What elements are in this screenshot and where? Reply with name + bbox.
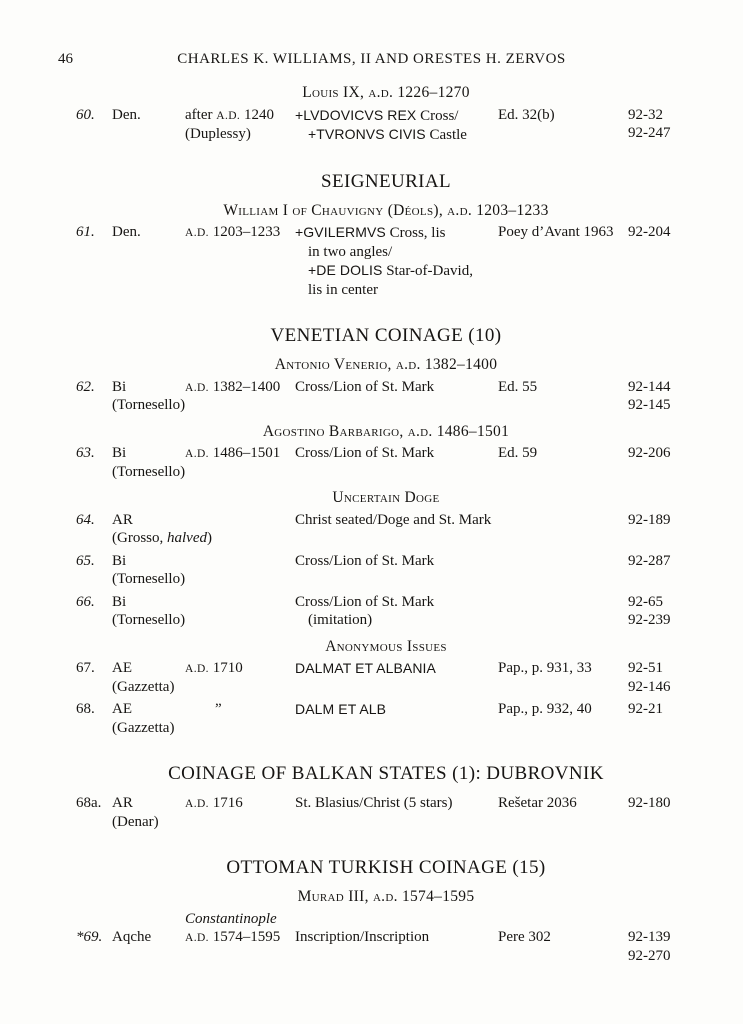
catalog-number-cell xyxy=(72,700,112,737)
issuer-subheading: William I of Chauvigny (Déols), a.d. 1203–1233 xyxy=(223,201,549,219)
text-line xyxy=(185,794,295,814)
text-segment: (Gazzetta) xyxy=(112,678,175,695)
catalog-number: 62. xyxy=(76,378,95,395)
denomination-cell xyxy=(112,378,185,415)
denomination-cell xyxy=(112,444,185,481)
date-cell xyxy=(185,593,295,630)
text-line xyxy=(498,444,628,463)
reference-cell xyxy=(498,794,628,831)
text-segment: Cross, lis xyxy=(385,225,446,241)
text-line xyxy=(295,444,498,463)
text-segment: lis in center xyxy=(308,281,378,298)
reference-cell xyxy=(498,593,628,630)
text-line xyxy=(295,611,498,630)
text-segment: Christ seated/Doge and St. Mark xyxy=(295,511,492,528)
text-line xyxy=(295,700,498,720)
text-segment: in two angles/ xyxy=(308,243,393,260)
text-line xyxy=(628,794,700,813)
text-line xyxy=(295,106,498,126)
issuer-subheading: Uncertain Doge xyxy=(332,489,440,506)
text-line xyxy=(185,106,295,126)
catalog-number: 64. xyxy=(76,511,95,528)
catalog-row xyxy=(72,794,700,831)
denomination-cell xyxy=(112,552,185,589)
text-segment: A.D. xyxy=(185,798,209,810)
text-segment: Ed. 32(b) xyxy=(498,106,555,123)
text-segment: 1574–1595 xyxy=(208,929,281,945)
text-line xyxy=(628,611,700,630)
text-segment: halved xyxy=(167,530,207,546)
text-line xyxy=(295,223,498,243)
description-cell xyxy=(295,552,498,589)
reference-cell xyxy=(498,552,628,589)
inventory-cell xyxy=(628,106,700,145)
date-cell xyxy=(185,552,295,589)
text-segment: 92-144 xyxy=(628,378,671,395)
reference-cell xyxy=(498,511,628,548)
text-segment: 92-206 xyxy=(628,445,671,461)
denomination-cell xyxy=(112,511,212,548)
text-line xyxy=(112,378,185,397)
text-line xyxy=(628,700,700,719)
catalog-number-cell xyxy=(72,552,112,589)
text-line xyxy=(112,719,185,738)
text-line xyxy=(295,243,498,262)
text-line xyxy=(295,511,498,530)
inventory-cell xyxy=(628,910,700,966)
text-segment: 92-189 xyxy=(628,511,671,528)
date-cell xyxy=(185,910,295,966)
text-segment: (Tornesello) xyxy=(112,571,186,587)
text-line xyxy=(628,378,700,397)
description-cell xyxy=(295,700,498,737)
text-segment: Cross/Lion of St. Mark xyxy=(295,445,435,461)
text-segment: 92-32 xyxy=(628,106,663,123)
catalog-number-cell xyxy=(72,378,112,415)
text-line xyxy=(628,444,700,463)
text-line xyxy=(628,124,700,143)
text-segment: (Tornesello) xyxy=(112,612,186,628)
denomination-cell xyxy=(112,700,185,737)
text-segment: Rešetar 2036 xyxy=(498,795,577,811)
text-segment: Pap., p. 932, 40 xyxy=(498,701,592,717)
text-line xyxy=(498,106,628,125)
text-segment: 1716 xyxy=(208,795,243,811)
text-segment: AE xyxy=(112,660,132,676)
text-segment: 92-139 xyxy=(628,929,671,945)
text-line xyxy=(498,378,628,397)
catalog-row xyxy=(72,910,700,966)
denomination-cell xyxy=(112,106,185,145)
text-segment: A.D. xyxy=(185,932,209,944)
text-segment: 92-180 xyxy=(628,795,671,811)
text-segment: (imitation) xyxy=(308,612,373,628)
reference-cell xyxy=(498,378,628,415)
catalog-row xyxy=(72,552,700,589)
running-head: CHARLES K. WILLIAMS, II AND ORESTES H. ZERVOS xyxy=(177,51,566,67)
catalog-row xyxy=(72,700,700,737)
text-line xyxy=(628,511,700,530)
text-line xyxy=(628,106,700,125)
text-line xyxy=(295,378,498,397)
coin-legend-text: DALMAT ET ALBANIA xyxy=(295,660,436,676)
text-segment: Star-of-David, xyxy=(382,263,473,279)
denomination-cell xyxy=(112,593,185,630)
text-segment: 1710 xyxy=(208,660,243,676)
catalog-number-cell xyxy=(72,106,112,145)
inventory-cell xyxy=(628,378,700,415)
section-heading: VENETIAN COINAGE (10) xyxy=(270,325,502,346)
text-line xyxy=(628,593,700,612)
catalog-row xyxy=(72,378,700,415)
denomination-cell xyxy=(112,910,185,966)
catalog-number: 68a. xyxy=(76,795,102,811)
text-segment: AR xyxy=(112,795,133,811)
date-cell xyxy=(185,511,295,548)
text-line xyxy=(628,396,700,415)
text-segment: Den. xyxy=(112,224,141,240)
denomination-cell xyxy=(112,794,185,831)
text-line xyxy=(112,463,185,482)
description-cell xyxy=(295,378,498,415)
text-segment: Poey d’Avant 1963 xyxy=(498,224,614,240)
text-line xyxy=(112,659,185,678)
text-segment: Cross/Lion of St. Mark xyxy=(295,378,435,395)
text-line xyxy=(185,928,295,948)
text-line xyxy=(498,700,628,719)
text-segment: 1486–1501 xyxy=(208,445,281,461)
section-heading: OTTOMAN TURKISH COINAGE (15) xyxy=(226,857,546,878)
text-segment: (Tornesello) xyxy=(112,463,186,480)
text-segment: Bi xyxy=(112,445,127,461)
coin-legend-text: +LVDOVICVS REX xyxy=(295,106,417,123)
catalog-number: *69. xyxy=(76,929,103,945)
inventory-cell xyxy=(628,223,700,299)
reference-cell xyxy=(498,659,628,696)
text-segment: 92-287 xyxy=(628,552,671,569)
inventory-cell xyxy=(628,794,700,831)
description-cell xyxy=(295,223,498,299)
text-line xyxy=(112,106,185,125)
date-cell xyxy=(185,659,295,696)
issuer-subheading: Agostino Barbarigo, a.d. 1486–1501 xyxy=(262,422,510,440)
catalog-row xyxy=(72,593,700,630)
coin-legend-text: +TVRONVS CIVIS xyxy=(308,126,426,142)
coin-legend-text: DALM ET ALB xyxy=(295,701,387,717)
catalog-number: 68. xyxy=(76,701,95,717)
catalog-content xyxy=(0,84,743,965)
text-segment: St. Blasius/Christ (5 stars) xyxy=(295,795,453,811)
inventory-cell xyxy=(628,444,700,481)
text-line xyxy=(295,794,498,813)
catalog-number: 63. xyxy=(76,445,95,461)
text-line xyxy=(112,570,185,589)
text-segment: A.D. xyxy=(185,381,209,394)
catalog-number-cell xyxy=(72,659,112,696)
text-segment: (Grosso, xyxy=(112,530,167,546)
date-cell xyxy=(185,223,295,299)
text-line xyxy=(185,700,295,719)
catalog-number: 66. xyxy=(76,593,95,610)
text-line xyxy=(295,281,498,300)
denomination-cell xyxy=(112,659,185,696)
text-segment: Den. xyxy=(112,106,141,123)
text-line xyxy=(498,223,628,242)
catalog-number-cell xyxy=(72,444,112,481)
text-segment: 92-204 xyxy=(628,224,671,240)
text-line xyxy=(295,261,498,281)
inventory-cell xyxy=(628,552,700,589)
text-line xyxy=(295,659,498,679)
text-segment: (Gazzetta) xyxy=(112,719,175,736)
catalog-row xyxy=(72,511,700,548)
text-segment: Bi xyxy=(112,378,127,395)
catalog-number-cell xyxy=(72,223,112,299)
text-segment: Cross/ xyxy=(416,107,459,124)
text-line xyxy=(112,396,185,415)
text-line xyxy=(112,700,185,719)
description-cell xyxy=(295,659,498,696)
text-line xyxy=(185,444,295,464)
description-cell xyxy=(295,910,498,966)
text-line xyxy=(112,593,185,612)
text-line xyxy=(112,552,185,571)
text-line xyxy=(628,659,700,678)
text-line xyxy=(112,529,212,548)
issuer-subheading: Antonio Venerio, a.d. 1382–1400 xyxy=(274,356,498,373)
text-segment: (Tornesello) xyxy=(112,397,186,413)
catalog-number-cell xyxy=(72,794,112,831)
text-line xyxy=(295,125,498,145)
text-segment: 1203–1233 xyxy=(208,224,281,240)
inventory-cell xyxy=(628,700,700,737)
reference-cell xyxy=(498,444,628,481)
text-line xyxy=(112,511,185,530)
text-line xyxy=(185,125,295,144)
catalog-number: 60. xyxy=(76,106,95,123)
text-segment: Ed. 55 xyxy=(498,378,538,395)
text-line xyxy=(295,593,498,612)
text-segment: Bi xyxy=(112,552,127,569)
catalog-row xyxy=(72,444,700,481)
catalog-number: 61. xyxy=(76,224,95,240)
text-segment: 92-270 xyxy=(628,947,671,964)
text-segment: 92-21 xyxy=(628,701,663,717)
section-heading: COINAGE OF BALKAN STATES (1): DUBROVNIK xyxy=(168,763,604,784)
description-cell xyxy=(295,106,498,145)
text-line xyxy=(628,928,700,947)
text-line xyxy=(628,552,700,571)
page-number: 46 xyxy=(58,51,73,67)
text-segment: AR xyxy=(112,511,133,528)
text-segment: ) xyxy=(206,530,212,546)
inventory-cell xyxy=(628,659,700,696)
text-segment: Bi xyxy=(112,593,127,610)
catalog-row xyxy=(72,659,700,696)
date-cell xyxy=(185,444,295,481)
catalog-row xyxy=(72,106,700,145)
catalog-number-cell xyxy=(72,910,112,966)
text-segment: Ed. 59 xyxy=(498,445,538,461)
text-segment: Constantinople xyxy=(185,910,277,927)
catalog-number: 65. xyxy=(76,552,95,569)
text-segment: 92-239 xyxy=(628,612,671,628)
text-line xyxy=(185,378,295,398)
text-line xyxy=(112,444,185,463)
catalog-number-cell xyxy=(72,593,112,630)
catalog-number-cell xyxy=(72,511,112,548)
text-segment: 1382–1400 xyxy=(208,378,281,395)
text-segment: Castle xyxy=(425,127,467,143)
description-cell xyxy=(295,794,498,831)
text-line xyxy=(295,552,498,571)
text-segment: 1240 xyxy=(240,106,274,123)
text-line xyxy=(185,223,295,243)
text-line xyxy=(628,678,700,697)
description-cell xyxy=(295,444,498,481)
text-segment: after xyxy=(185,106,217,123)
text-line xyxy=(295,928,498,947)
text-segment: 92-146 xyxy=(628,678,671,695)
description-cell xyxy=(295,511,498,548)
date-cell xyxy=(185,794,295,831)
text-segment: (Duplessy) xyxy=(185,126,251,142)
text-line xyxy=(112,794,185,813)
text-line xyxy=(112,611,185,630)
date-cell xyxy=(185,378,295,415)
issuer-subheading: Murad III, a.d. 1574–1595 xyxy=(297,888,475,905)
denomination-cell xyxy=(112,223,185,299)
text-segment: (Denar) xyxy=(112,813,159,830)
text-segment: A.D. xyxy=(185,227,209,239)
text-line xyxy=(185,910,295,929)
text-segment: ” xyxy=(215,701,222,717)
text-segment: 92-247 xyxy=(628,125,671,141)
text-segment: Inscription/Inscription xyxy=(295,929,430,945)
date-cell xyxy=(185,700,295,737)
text-line xyxy=(498,794,628,813)
text-line xyxy=(185,659,295,679)
issuer-subheading: Anonymous Issues xyxy=(325,637,447,655)
section-heading: SEIGNEURIAL xyxy=(321,170,451,192)
reference-cell xyxy=(498,910,628,966)
reference-cell xyxy=(498,700,628,737)
catalog-number: 67. xyxy=(76,660,95,676)
text-line xyxy=(498,928,628,947)
text-segment: 92-145 xyxy=(628,397,671,413)
page-header xyxy=(0,50,743,69)
text-segment: Cross/Lion of St. Mark xyxy=(295,552,435,569)
coin-legend-text: +GVILERMVS xyxy=(295,224,386,240)
text-line xyxy=(628,947,700,966)
text-line xyxy=(112,223,185,242)
text-line xyxy=(628,223,700,242)
text-segment: Aqche xyxy=(112,929,152,945)
text-line xyxy=(498,659,628,678)
text-segment: A.D. xyxy=(185,663,209,675)
text-segment: 92-65 xyxy=(628,593,663,610)
text-line xyxy=(112,928,185,947)
coin-legend-text: +DE DOLIS xyxy=(308,262,383,278)
description-cell xyxy=(295,593,498,630)
text-segment: Pap., p. 931, 33 xyxy=(498,660,592,676)
inventory-cell xyxy=(628,593,700,630)
text-segment: A.D. xyxy=(216,109,241,122)
inventory-cell xyxy=(628,511,700,548)
text-segment: Pere 302 xyxy=(498,929,551,945)
text-segment: 92-51 xyxy=(628,660,663,676)
text-line xyxy=(112,678,185,697)
reference-cell xyxy=(498,223,628,299)
reference-cell xyxy=(498,106,628,145)
text-segment: Cross/Lion of St. Mark xyxy=(295,593,435,610)
date-cell xyxy=(185,106,295,145)
catalog-row xyxy=(72,223,700,299)
text-line xyxy=(112,813,185,832)
text-segment: A.D. xyxy=(185,448,209,460)
text-segment: AE xyxy=(112,701,132,717)
issuer-subheading: Louis IX, a.d. 1226–1270 xyxy=(302,84,470,101)
